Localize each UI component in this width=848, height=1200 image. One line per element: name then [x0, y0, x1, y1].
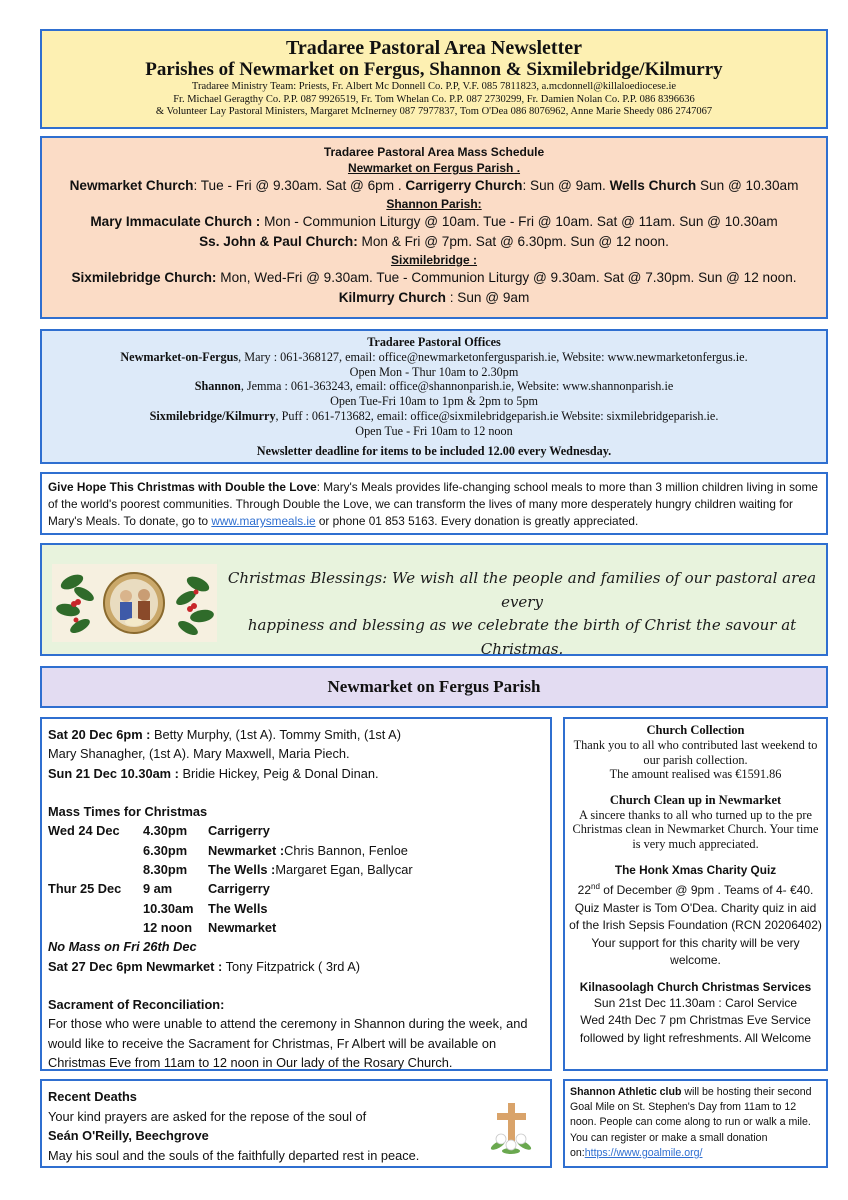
collection-heading: Church Collection [646, 723, 745, 737]
sat-20-intentions: Sat 20 Dec 6pm : Betty Murphy, (1st A). Tommy Smith, (1st A) [48, 727, 401, 742]
reconciliation-text: For those who were unable to attend the ceremony in Shannon during the week, and would like to receive the Sacrament for Christmas, Fr Albert will be available on Christmas Eve from 11am to 12 noon in Our lady of the Rosary Church. [48, 1016, 528, 1071]
kilnasoolagh-line: Sun 21st Dec 11.30am : Carol Service [593, 995, 798, 1010]
nof-office: Newmarket-on-Fergus, Mary : 061-368127, email: office@newmarketonfergusparish.ie, Website: www.newmarketonfergus.ie. [120, 349, 748, 364]
mass-schedule-title: Tradaree Pastoral Area Mass Schedule [323, 145, 545, 159]
six-office: Sixmilebridge/Kilmurry, Puff : 061-713682, email: office@sixmilebridgeparish.ie Website: sixmilebridgeparish.ie. [149, 408, 719, 423]
goalmile-link[interactable]: https://www.goalmile.org/ [584, 1146, 703, 1159]
nof-office-hours: Open Mon - Thur 10am to 2.30pm [349, 364, 519, 379]
xmas-row: 10.30am The Wells [143, 900, 268, 916]
newsletter-title: Tradaree Pastoral Area Newsletter [285, 37, 582, 59]
collection-text: Thank you to all who contributed last weekend to our parish collection. [573, 738, 818, 767]
christmas-mass-heading: Mass Times for Christmas [48, 804, 208, 820]
cleanup-text: A sincere thanks to all who turned up to the pre Christmas clean in Newmarket Church. Your time is very much appreciated. [572, 807, 819, 851]
blessing-text: Christmas Blessings: We wish all the people and families of our pastoral area every happiness and blessing as we celebrate the birth of Christ the savour at Christmas. [227, 569, 817, 658]
xmas-row: Wed 24 Dec 4.30pm Carrigerry [48, 823, 270, 839]
ministry-team-line-1: Tradaree Ministry Team: Priests, Fr. Albert Mc Donnell Co. P.P, V.F. 085 7811823, a.mcdonnell@killaloediocese.ie [191, 81, 677, 92]
kilmurry-schedule: Kilmurry Church : Sun @ 9am [338, 290, 530, 305]
six-office-hours: Open Tue - Fri 10am to 12 noon [355, 423, 513, 438]
ministry-team-line-2: Fr. Michael Geragthy Co. P.P. 087 9926519, Fr. Tom Whelan Co. P.P. 087 2730299, Fr. Damien Nolan Co. P.P. 086 8396636 [173, 93, 695, 105]
deaths-heading: Recent Deaths [48, 1089, 137, 1104]
kilnasoolagh-heading: Kilnasoolagh Church Christmas Services [579, 979, 812, 994]
mary-immaculate-schedule: Mary Immaculate Church : Mon - Communion Liturgy @ 10am. Tue - Fri @ 10am. Sat @ 11am. Sun @ 10.30am [90, 214, 778, 229]
parish-title: Newmarket on Fergus Parish [327, 677, 541, 696]
double-the-love-notice: Give Hope This Christmas with Double the Love: Mary's Meals provides life-changing school meals to more than 3 million children living in some of the world's poorest communities. Through Double the Love, we can transform the lives of many more desperately hungry children waiting for Mary's Meals. To donate, go to www.marysmeals.ie or phone 01 853 5163. Every donation is greatly appreciated. [40, 472, 828, 535]
deaths-text: Your kind prayers are asked for the repose of the soul of [48, 1108, 367, 1124]
shannon-office-hours: Open Tue-Fri 10am to 1pm & 2pm to 5pm [330, 394, 538, 409]
nof-schedule: Newmarket Church: Tue - Fri @ 9.30am. Sat @ 6pm . Carrigerry Church: Sun @ 9am. Wells Church Sun @ 10.30am [69, 178, 799, 193]
christmas-blessing [40, 543, 828, 656]
recent-deaths [40, 1079, 552, 1168]
mass-schedule [40, 136, 828, 319]
john-paul-schedule: Ss. John & Paul Church: Mon & Fri @ 7pm. Sat @ 6.30pm. Sun @ 12 noon. [199, 234, 669, 249]
parish-notices [563, 717, 828, 1071]
collection-amount: The amount realised was €1591.86 [609, 767, 782, 781]
newsletter-header [40, 29, 828, 129]
kilnasoolagh-line: followed by light refreshments. All Welcome [579, 1030, 812, 1045]
newsletter-deadline: Newsletter deadline for items to be included 12.00 every Wednesday. [256, 443, 612, 458]
love-heading: Give Hope This Christmas with Double the Love [48, 480, 317, 494]
shannon-athletic-notice: Shannon Athletic club will be hosting their second Goal Mile on St. Stephen's Day from 11am to 12 noon. People can come along to run or walk a mile. You can register or make a small donation on:https://www.goalmile.org/ [563, 1079, 828, 1168]
xmas-row: Thur 25 Dec 9 am Carrigerry [48, 881, 270, 897]
deceased-name: Seán O'Reilly, Beechgrove [48, 1128, 209, 1143]
nativity-image [52, 564, 217, 642]
sixmilebridge-schedule: Sixmilebridge Church: Mon, Wed-Fri @ 9.30am. Tue - Communion Liturgy @ 9.30am. Sat @ 7.30pm. Sun @ 12 noon. [71, 270, 797, 285]
parish-title-banner [40, 666, 828, 708]
xmas-row: 8.30pm The Wells : Margaret Egan, Ballycar [143, 862, 413, 878]
shannon-office: Shannon, Jemma : 061-363243, email: office@shannonparish.ie, Website: www.shannonparish.ie [194, 379, 674, 394]
pastoral-offices [40, 329, 828, 464]
mass-intentions [40, 717, 552, 1071]
newsletter-subtitle: Parishes of Newmarket on Fergus, Shannon & Sixmilebridge/Kilmurry [145, 59, 723, 80]
cross-lilies-icon [488, 1099, 534, 1157]
reconciliation-heading: Sacrament of Reconciliation: [48, 997, 225, 1013]
quiz-text: 22nd of December @ 9pm . Teams of 4- €40. Quiz Master is Tom O'Dea. Charity quiz in aid of the Irish Sepsis Foundation (RCN 20206402) Your support for this charity will be very welcome. [569, 882, 822, 967]
sat-20-intentions-cont: Mary Shanagher, (1st A). Mary Maxwell, Maria Piech. [48, 746, 350, 762]
sat-27-intentions: Sat 27 Dec 6pm Newmarket : Tony Fitzpatrick ( 3rd A) [48, 958, 360, 974]
kilnasoolagh-line: Wed 24th Dec 7 pm Christmas Eve Service [580, 1013, 811, 1027]
xmas-row: 6.30pm Newmarket : Chris Bannon, Fenloe [143, 842, 408, 858]
sixmilebridge-heading: Sixmilebridge : [390, 253, 478, 267]
ministry-team-line-3: & Volunteer Lay Pastoral Ministers, Margaret McInerney 087 7977837, Tom O'Dea 086 8076962, Anne Marie Sheedy 086 2747067 [155, 106, 713, 117]
cleanup-heading: Church Clean up in Newmarket [609, 792, 782, 807]
shannon-parish-heading: Shannon Parish: [386, 197, 482, 211]
no-mass-note: No Mass on Fri 26th Dec [48, 939, 197, 955]
nof-parish-heading: Newmarket on Fergus Parish . [347, 161, 521, 175]
athletic-club-name: Shannon Athletic club [570, 1086, 682, 1098]
marysmeals-link[interactable]: www.marysmeals.ie [211, 514, 316, 528]
quiz-heading: The Honk Xmas Charity Quiz [614, 863, 777, 877]
deaths-prayer: May his soul and the souls of the faithfully departed rest in peace. [48, 1147, 420, 1163]
offices-title: Tradaree Pastoral Offices [367, 335, 501, 349]
xmas-row: 12 noon Newmarket [143, 919, 277, 935]
sun-21-intentions: Sun 21 Dec 10.30am : Bridie Hickey, Peig & Donal Dinan. [48, 765, 379, 781]
